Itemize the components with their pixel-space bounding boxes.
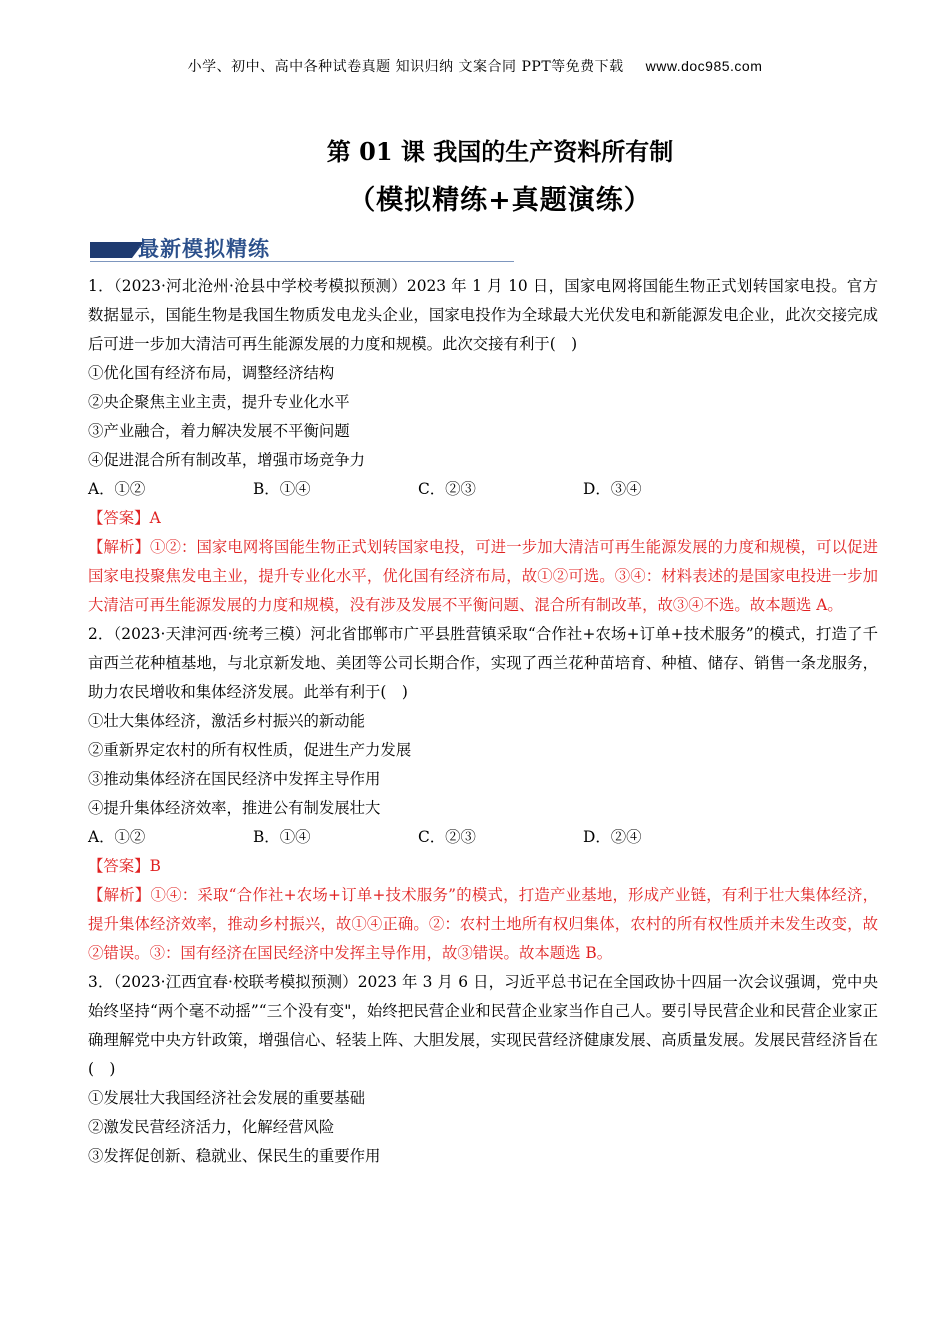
choice-row: [88, 823, 878, 852]
question-stem: 1．（2023·河北沧州·沧县中学校考模拟预测）2023 年 1 月 10 日，国家电网将国能生物正式划转国家电投。官方数据显示，国能生物是我国生物质发电龙头企业，国家电投作为全球最大光伏发电和新能源发电企业，此次交接完成后可进一步加大清洁可再生能源发展的力度和规模。此次交接有利于( ): [88, 277, 878, 353]
question-stem: 3．（2023·江西宜春·校联考模拟预测）2023 年 3 月 6 日，习近平总书记在全国政协十四届一次会议强调，党中央始终坚持“两个毫不动摇”“三个没有变"，始终把民营企业和民营企业家当作自己人。要引导民营企业和民营企业家正确理解党中央方针政策，增强信心、轻装上阵、大胆发展，实现民营经济健康发展、高质量发展。发展民营经济旨在( ): [88, 973, 878, 1078]
section-label: 最新模拟精练: [138, 237, 270, 261]
section-banner: [90, 232, 514, 262]
choice-b: B．①④: [253, 480, 311, 498]
choice-c: C．②③: [418, 480, 476, 498]
choice-b: B．①④: [253, 828, 311, 846]
choice-d: D．③④: [583, 480, 642, 498]
option-item: ③产业融合，着力解决发展不平衡问题: [88, 422, 350, 440]
section-rule: [90, 261, 514, 262]
choice-a: A．①②: [88, 480, 146, 498]
question-3: [88, 968, 878, 1171]
question-1: [88, 272, 878, 620]
option-item: ②激发民营经济活力，化解经营风险: [88, 1118, 335, 1136]
option-item: ④提升集体经济效率，推进公有制发展壮大: [88, 799, 381, 817]
header-url[interactable]: www.doc985.com: [645, 58, 763, 74]
option-item: ①发展壮大我国经济社会发展的重要基础: [88, 1089, 366, 1107]
option-item: ③发挥促创新、稳就业、保民生的重要作用: [88, 1147, 381, 1165]
explanation: 【解析】①④：采取“合作社+农场+订单+技术服务”的模式，打造产业基地，形成产业链，有利于壮大集体经济，提升集体经济效率，推动乡村振兴，故①④正确。②：农村土地所有权归集体，农村的所有权性质并未发生改变，故②错误。③：国有经济在国民经济中发挥主导作用，故③错误。故本题选 B。: [88, 886, 878, 962]
choice-row: [88, 475, 878, 504]
question-2: [88, 620, 878, 968]
header-text: 小学、初中、高中各种试卷真题 知识归纳 文案合同 PPT等免费下载: [187, 59, 624, 75]
answer: 【答案】B: [88, 857, 161, 875]
choice-c: C．②③: [418, 828, 476, 846]
question-stem: 2．（2023·天津河西·统考三模）河北省邯郸市广平县胜营镇采取“合作社+农场+订单+技术服务”的模式，打造了千亩西兰花种植基地，与北京新发地、美团等公司长期合作，实现了西兰花种苗培育、种植、储存、销售一条龙服务，助力农民增收和集体经济发展。此举有利于( ): [88, 625, 878, 701]
question-list: [88, 272, 878, 1171]
choice-a: A．①②: [88, 828, 146, 846]
lesson-subtitle: （模拟精练+真题演练）: [348, 185, 652, 216]
page-header: [0, 56, 950, 76]
explanation: 【解析】①②：国家电网将国能生物正式划转国家电投，可进一步加大清洁可再生能源发展的力度和规模，可以促进国家电投聚焦发电主业，提升专业化水平，优化国有经济布局，故①②可选。③④：材料表述的是国家电投进一步加大清洁可再生能源发展的力度和规模，没有涉及发展不平衡问题、混合所有制改革，故③④不选。故本题选 A。: [88, 538, 878, 614]
option-item: ②央企聚焦主业主责，提升专业化水平: [88, 393, 350, 411]
option-item: ③推动集体经济在国民经济中发挥主导作用: [88, 770, 381, 788]
choice-d: D．②④: [583, 828, 642, 846]
option-item: ①优化国有经济布局，调整经济结构: [88, 364, 335, 382]
lesson-title: 第 01 课 我国的生产资料所有制: [326, 137, 674, 166]
option-item: ①壮大集体经济，激活乡村振兴的新动能: [88, 712, 366, 730]
answer: 【答案】A: [88, 509, 161, 527]
section-bar-icon: [90, 242, 132, 258]
option-item: ④促进混合所有制改革，增强市场竞争力: [88, 451, 366, 469]
option-item: ②重新界定农村的所有权性质，促进生产力发展: [88, 741, 412, 759]
